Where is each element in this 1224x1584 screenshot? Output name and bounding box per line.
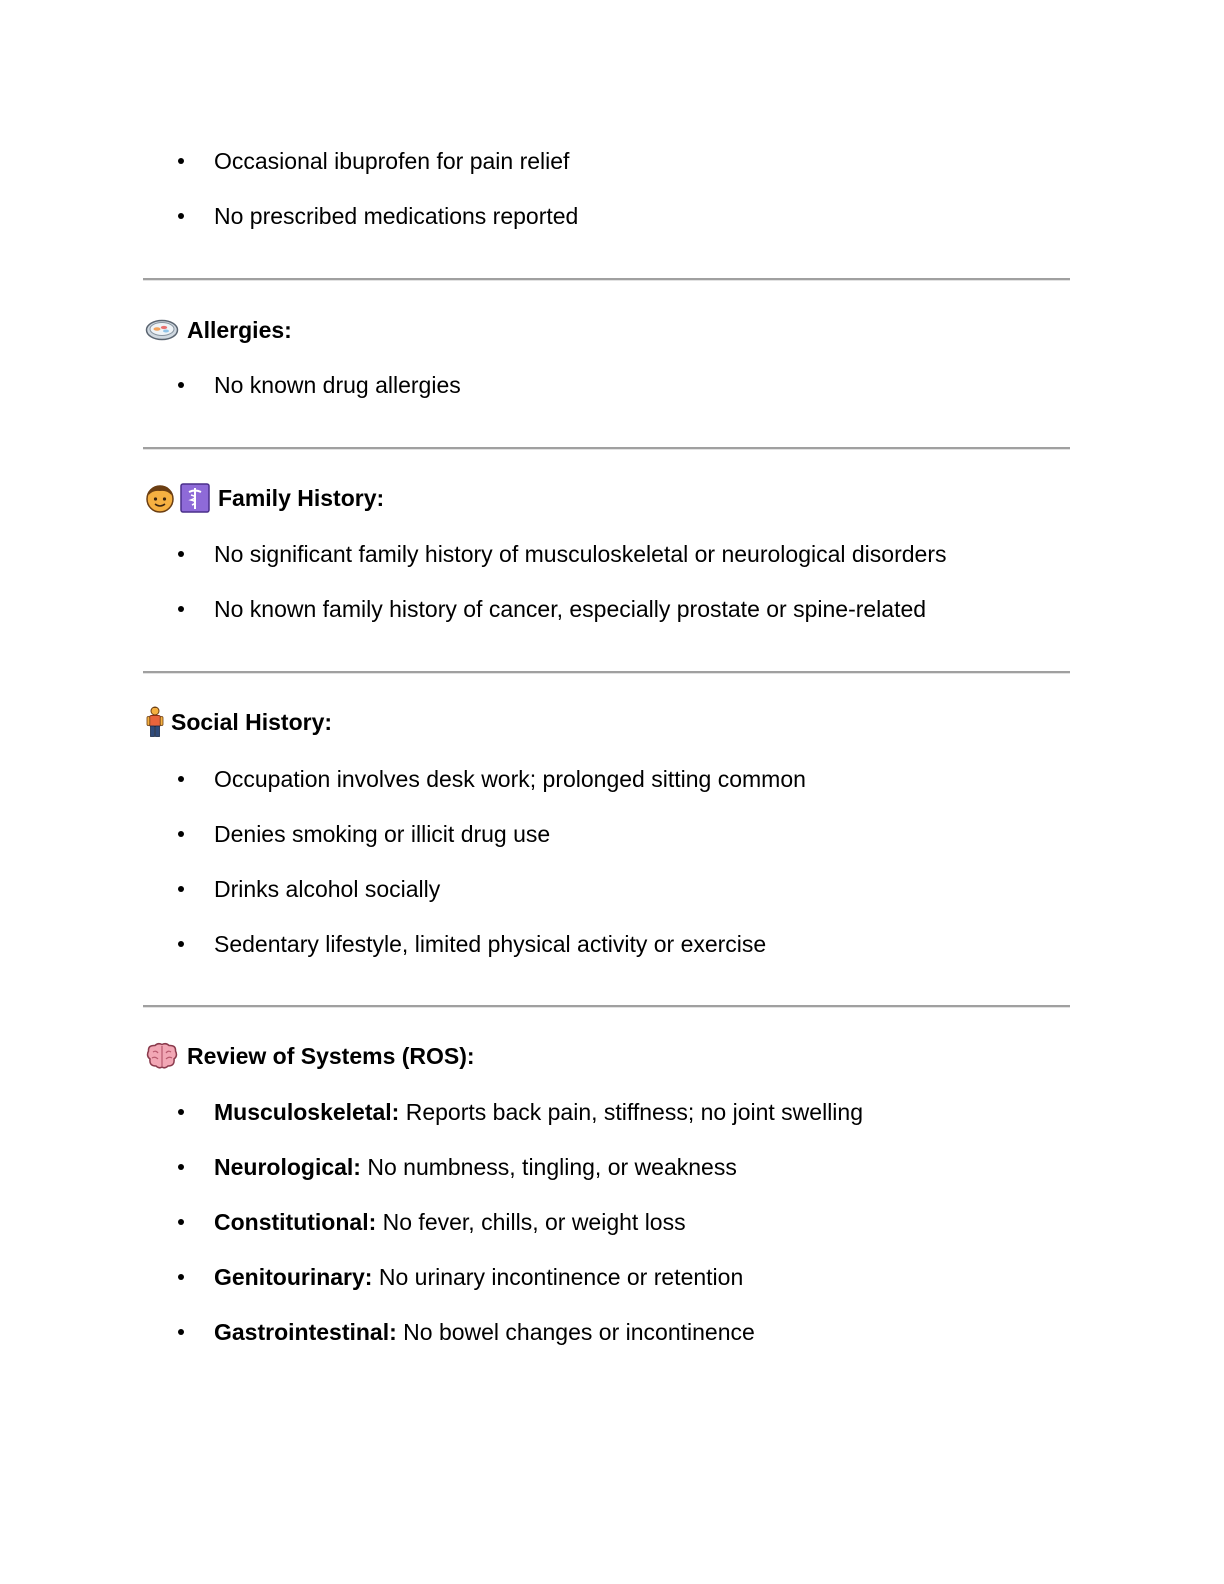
- list-item: [176, 929, 806, 984]
- bullet-icon: [178, 1329, 184, 1335]
- list-item: [176, 201, 578, 256]
- bullet-icon: [178, 886, 184, 892]
- family-history-list: [176, 539, 947, 649]
- list-item-text: Denies smoking or illicit drug use: [214, 821, 551, 847]
- list-item: [176, 1097, 863, 1152]
- list-item: [176, 146, 578, 201]
- bullet-icon: [178, 213, 184, 219]
- section-title: Review of Systems (ROS):: [187, 1042, 475, 1069]
- bullet-icon: [178, 831, 184, 837]
- social-history-list: [176, 764, 806, 984]
- list-item: [176, 1262, 863, 1317]
- list-item-label: Gastrointestinal:: [214, 1319, 397, 1345]
- list-item-text: Sedentary lifestyle, limited physical activity or exercise: [214, 931, 767, 957]
- section-title: Social History:: [171, 708, 333, 735]
- list-item-text: Reports back pain, stiffness; no joint swelling: [399, 1099, 863, 1125]
- list-item: [176, 1152, 863, 1207]
- list-item: [176, 819, 806, 874]
- bullet-icon: [178, 1109, 184, 1115]
- list-item: [176, 874, 806, 929]
- bullet-icon: [178, 776, 184, 782]
- allergies-heading: [145, 313, 292, 347]
- allergies-list: [176, 370, 461, 425]
- list-item-text: No bowel changes or incontinence: [396, 1319, 755, 1345]
- list-item-text: Drinks alcohol socially: [214, 876, 441, 902]
- list-item-text: No numbness, tingling, or weakness: [360, 1154, 737, 1180]
- list-item: [176, 764, 806, 819]
- list-item-text: No urinary incontinence or retention: [372, 1264, 744, 1290]
- section-title: Allergies:: [187, 316, 292, 343]
- list-item: [176, 370, 461, 425]
- list-item: [176, 539, 947, 594]
- list-item-text: No fever, chills, or weight loss: [376, 1209, 686, 1235]
- social-history-heading: [145, 705, 332, 739]
- bullet-icon: [178, 606, 184, 612]
- section-title: Family History:: [218, 484, 385, 511]
- list-item-label: Constitutional:: [214, 1209, 377, 1235]
- list-item: [176, 594, 947, 649]
- medications-list: [176, 146, 578, 256]
- pill-dish-icon: [145, 318, 179, 342]
- list-item: [176, 1317, 863, 1372]
- section-divider: [143, 447, 1070, 449]
- list-item-text: No known drug allergies: [214, 372, 461, 398]
- family-member-icon: [145, 483, 175, 513]
- brain-icon: [145, 1042, 179, 1070]
- bullet-icon: [178, 1219, 184, 1225]
- bullet-icon: [178, 1274, 184, 1280]
- section-divider: [143, 671, 1070, 673]
- list-item-label: Neurological:: [214, 1154, 361, 1180]
- ros-list: [176, 1097, 863, 1372]
- list-item-text: No significant family history of musculoskeletal or neurological disorders: [214, 541, 947, 567]
- list-item: [176, 1207, 863, 1262]
- bullet-icon: [178, 941, 184, 947]
- section-divider: [143, 1005, 1070, 1007]
- list-item-text: Occupation involves desk work; prolonged sitting common: [214, 766, 806, 792]
- list-item-text: No known family history of cancer, especially prostate or spine-related: [214, 596, 927, 622]
- list-item-text: Occasional ibuprofen for pain relief: [214, 148, 570, 174]
- medical-symbol-icon: [180, 483, 210, 513]
- bullet-icon: [178, 382, 184, 388]
- bullet-icon: [178, 1164, 184, 1170]
- list-item-label: Musculoskeletal:: [214, 1099, 400, 1125]
- bullet-icon: [178, 158, 184, 164]
- list-item-text: No prescribed medications reported: [214, 203, 579, 229]
- section-divider: [143, 278, 1070, 280]
- list-item-label: Genitourinary:: [214, 1264, 373, 1290]
- person-standing-icon: [145, 706, 165, 738]
- ros-heading: [145, 1039, 475, 1073]
- bullet-icon: [178, 551, 184, 557]
- family-history-heading: [145, 481, 384, 515]
